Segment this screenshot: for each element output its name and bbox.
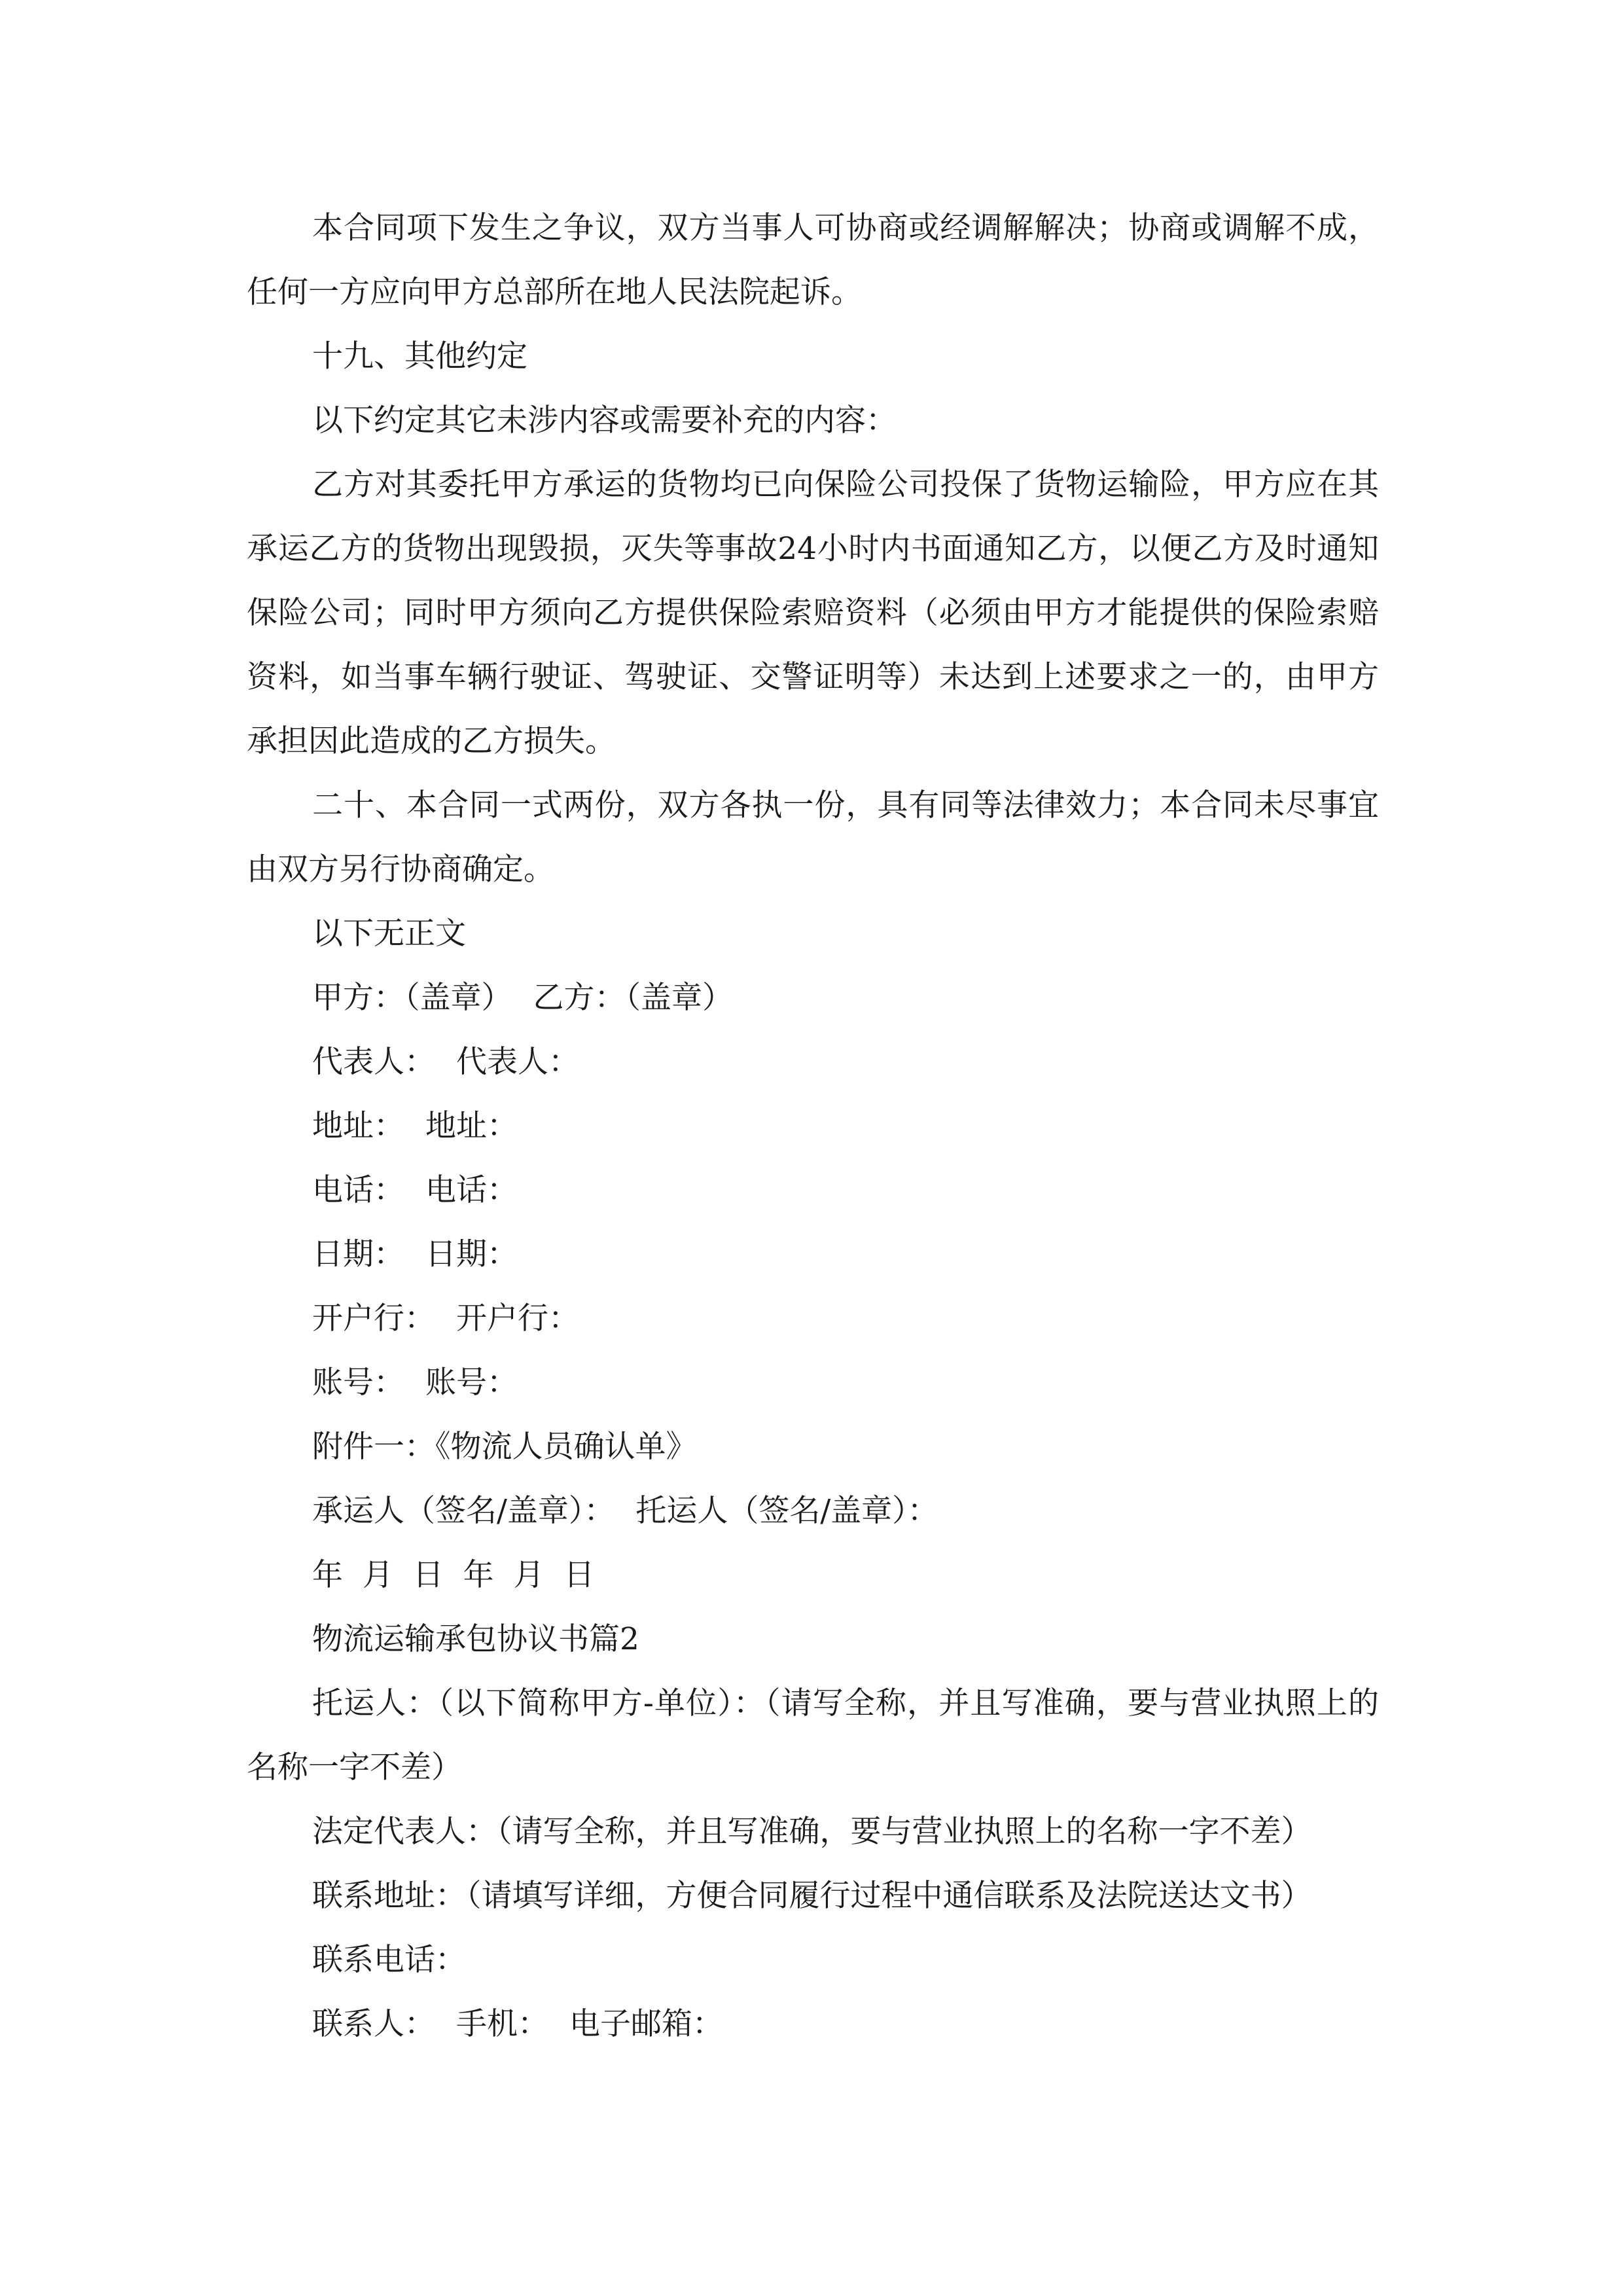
part2-contact-addr: 联系地址：（请填写详细，方便合同履行过程中通信联系及法院送达文书）	[312, 1878, 1312, 1914]
carrier-sign-label: 承运人（签名/盖章）：	[312, 1493, 615, 1529]
party-seal-line	[247, 966, 1379, 1030]
document-body	[247, 196, 1379, 2056]
shipper-sign-label: 托运人（签名/盖章）：	[635, 1493, 938, 1529]
part2-contact-tel: 联系电话：	[312, 1942, 466, 1978]
part2-title: 物流运输承包协议书篇2	[312, 1621, 639, 1657]
ymd-line	[247, 1543, 1379, 1607]
section-19-intro: 以下约定其它未涉内容或需要补充的内容：	[312, 403, 897, 439]
date-label-line	[247, 1223, 1379, 1287]
ymd-b: 年 月 日	[463, 1557, 595, 1593]
address-line	[247, 1094, 1379, 1158]
addr-a-label: 地址：	[312, 1108, 404, 1144]
no-more-text: 以下无正文	[312, 916, 466, 952]
rep-b-label: 代表人：	[456, 1044, 579, 1080]
section-19-body: 乙方对其委托甲方承运的货物均已向保险公司投保了货物运输险，甲方应在其承运乙方的货物出现毁损，灭失等事故24小时内书面通知乙方，以便乙方及时通知保险公司；同时甲方须向乙方提供保险索赔资料（必须由甲方才能提供的保险索赔资料，如当事车辆行驶证、驾驶证、交警证明等）未达到上述要求之一的，由甲方承担因此造成的乙方损失。	[247, 467, 1379, 759]
part2-legal-rep: 法定代表人：（请写全称，并且写准确，要与营业执照上的名称一字不差）	[312, 1814, 1312, 1850]
rep-a-label: 代表人：	[312, 1044, 435, 1080]
part2-contact-line	[247, 1992, 1379, 2056]
addr-b-label: 地址：	[425, 1108, 518, 1144]
date-b-label: 日期：	[425, 1236, 518, 1272]
sign-line	[247, 1479, 1379, 1543]
party-a-seal: 甲方：（盖章）	[312, 980, 512, 1016]
bank-a-label: 开户行：	[312, 1300, 435, 1336]
tel-b-label: 电话：	[425, 1172, 518, 1208]
tel-a-label: 电话：	[312, 1172, 404, 1208]
bank-line	[247, 1287, 1379, 1351]
party-b-seal: 乙方：（盖章）	[533, 980, 733, 1016]
representative-line	[247, 1030, 1379, 1094]
section-19-title: 十九、其他约定	[312, 338, 527, 374]
phone-line	[247, 1158, 1379, 1223]
date-a-label: 日期：	[312, 1236, 404, 1272]
mobile-label: 手机：	[456, 2006, 548, 2042]
email-label: 电子邮箱：	[569, 2006, 723, 2042]
part2-shipper: 托运人：（以下简称甲方-单位）：（请写全称，并且写准确，要与营业执照上的名称一字不差）	[247, 1685, 1379, 1785]
dispute-paragraph: 本合同项下发生之争议，双方当事人可协商或经调解解决；协商或调解不成，任何一方应向甲方总部所在地人民法院起诉。	[247, 210, 1379, 310]
account-b-label: 账号：	[425, 1365, 518, 1401]
section-20-paragraph: 二十、本合同一式两份，双方各执一份，具有同等法律效力；本合同未尽事宜由双方另行协商确定。	[247, 787, 1379, 888]
account-a-label: 账号：	[312, 1365, 404, 1401]
contact-person-label: 联系人：	[312, 2006, 435, 2042]
bank-b-label: 开户行：	[456, 1300, 579, 1336]
account-line	[247, 1351, 1379, 1415]
ymd-a: 年 月 日	[312, 1557, 444, 1593]
attachment-line: 附件一：《物流人员确认单》	[312, 1429, 697, 1465]
